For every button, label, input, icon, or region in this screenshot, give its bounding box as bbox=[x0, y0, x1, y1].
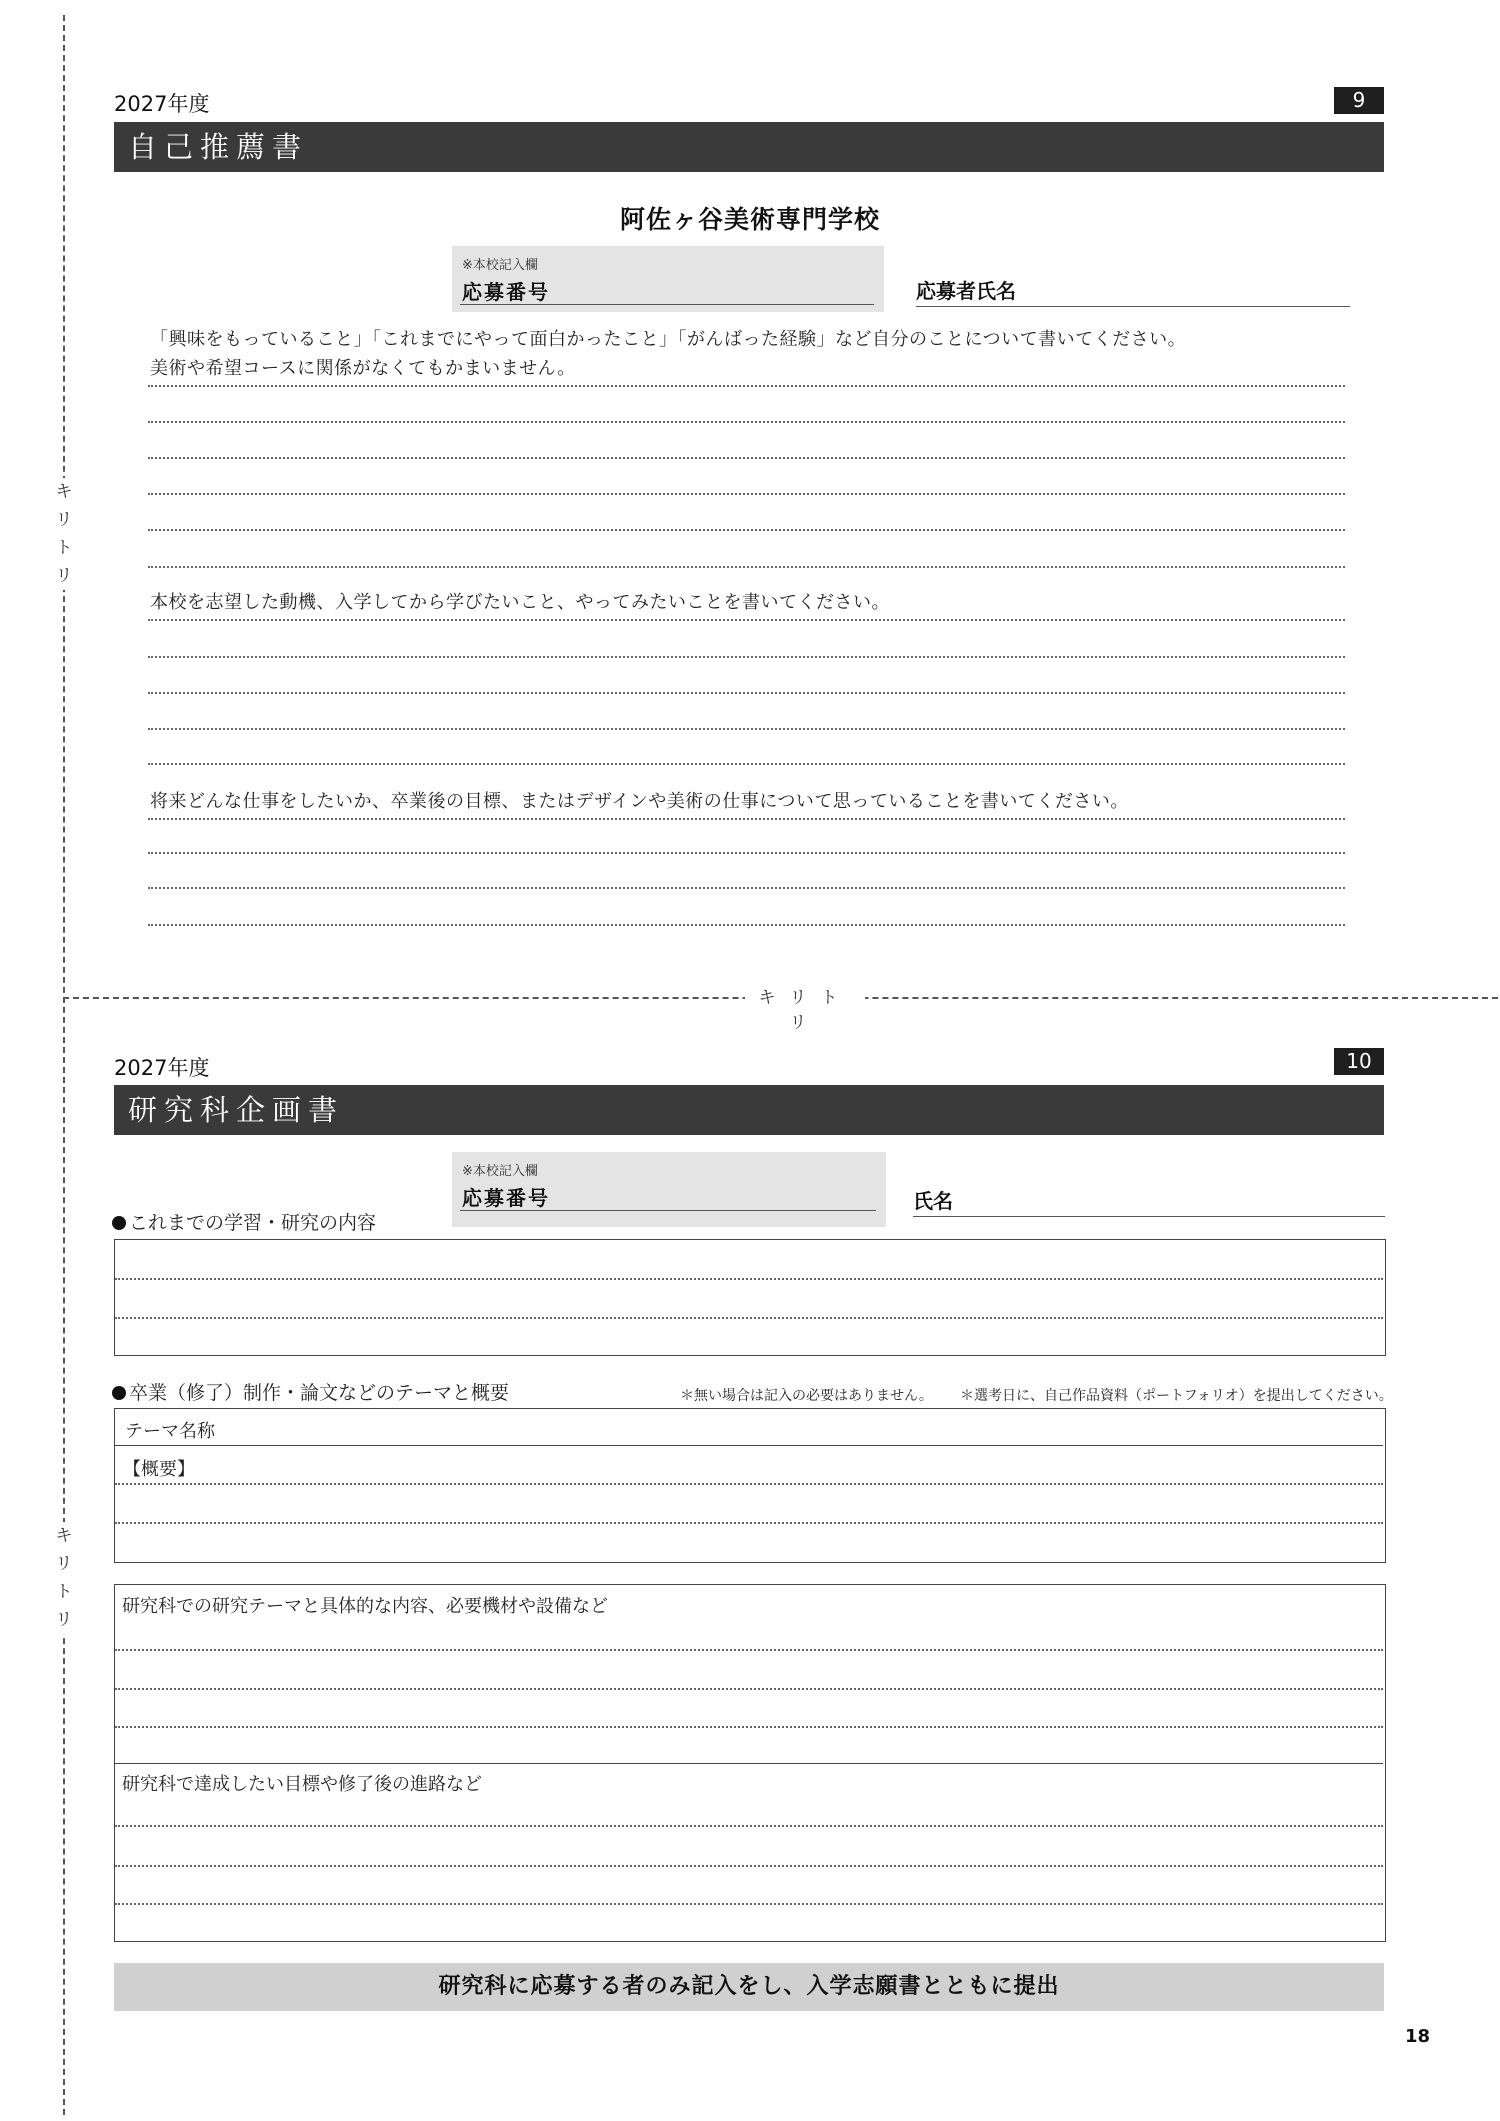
writing-line[interactable] bbox=[115, 1649, 1383, 1651]
form9-title-bar: 自己推薦書 bbox=[114, 122, 1384, 172]
bullet-icon bbox=[112, 1386, 126, 1400]
page-footer-number: 18 bbox=[1405, 2026, 1431, 2047]
section-graduation-work-label: 卒業（修了）制作・論文などのテーマと概要 bbox=[129, 1382, 510, 1404]
cut-char: リ bbox=[55, 1554, 73, 1574]
graduation-work-box[interactable] bbox=[114, 1408, 1386, 1563]
section-graduation-work bbox=[112, 1378, 509, 1405]
research-theme-label: 研究科での研究テーマと具体的な内容、必要機材や設備など bbox=[122, 1596, 608, 1617]
summary-label: 【概要】 bbox=[123, 1459, 195, 1480]
writing-line[interactable] bbox=[148, 457, 1345, 459]
applicant-name-field[interactable] bbox=[916, 306, 1350, 307]
writing-line[interactable] bbox=[115, 1903, 1383, 1905]
writing-line[interactable] bbox=[115, 1688, 1383, 1690]
cut-char: キ bbox=[55, 482, 73, 502]
note-optional: ＊無い場合は記入の必要はありません。 bbox=[680, 1388, 933, 1404]
office-note: ※本校記入欄 bbox=[462, 258, 538, 273]
writing-line[interactable] bbox=[148, 692, 1345, 694]
name-label: 氏名 bbox=[913, 1189, 953, 1213]
name-field[interactable] bbox=[913, 1216, 1385, 1217]
applicant-name-label: 応募者氏名 bbox=[916, 279, 1016, 303]
prompt1-line1: 「興味をもっていること」「これまでにやって面白かったこと」「がんばった経験」など自分のことについて書いてください。 bbox=[150, 329, 1187, 350]
bullet-icon bbox=[112, 1216, 126, 1230]
writing-line[interactable] bbox=[148, 619, 1345, 621]
theme-divider bbox=[115, 1445, 1383, 1446]
writing-line[interactable] bbox=[148, 421, 1345, 423]
cut-char: リ bbox=[55, 510, 73, 530]
writing-line[interactable] bbox=[115, 1483, 1383, 1485]
research-divider bbox=[115, 1763, 1383, 1764]
footer-note-bar: 研究科に応募する者のみ記入をし、入学志願書とともに提出 bbox=[114, 1963, 1384, 2011]
prompt2: 本校を志望した動機、入学してから学びたいこと、やってみたいことを書いてください。 bbox=[150, 592, 890, 613]
cut-char: ト bbox=[55, 538, 73, 558]
writing-line[interactable] bbox=[115, 1825, 1383, 1827]
research-goal-label: 研究科で達成したい目標や修了後の進路など bbox=[122, 1774, 482, 1795]
form10-office-use-box bbox=[452, 1152, 886, 1227]
applicant-number-line bbox=[460, 1210, 876, 1211]
writing-line[interactable] bbox=[148, 818, 1345, 820]
writing-line[interactable] bbox=[148, 385, 1345, 387]
form9-office-use-box bbox=[452, 246, 884, 312]
theme-name-label: テーマ名称 bbox=[125, 1421, 215, 1442]
applicant-number-label: 応募番号 bbox=[462, 1186, 550, 1210]
writing-line[interactable] bbox=[148, 728, 1345, 730]
form10-title-bar: 研究科企画書 bbox=[114, 1085, 1384, 1135]
section-study-history-label: これまでの学習・研究の内容 bbox=[129, 1212, 377, 1234]
writing-line[interactable] bbox=[148, 852, 1345, 854]
note-portfolio: ＊選考日に、自己作品資料（ポートフォリオ）を提出してください。 bbox=[960, 1388, 1393, 1404]
cut-char: キ bbox=[55, 1526, 73, 1546]
writing-line[interactable] bbox=[148, 566, 1345, 568]
writing-line[interactable] bbox=[115, 1865, 1383, 1867]
form9-page-number: 9 bbox=[1334, 87, 1384, 114]
section-study-history bbox=[112, 1208, 376, 1235]
cut-char: リ bbox=[55, 1610, 73, 1630]
writing-line[interactable] bbox=[115, 1278, 1383, 1280]
research-plan-box[interactable] bbox=[114, 1584, 1386, 1942]
prompt3: 将来どんな仕事をしたいか、卒業後の目標、またはデザインや美術の仕事について思っていることを書いてください。 bbox=[150, 791, 1129, 812]
writing-line[interactable] bbox=[148, 887, 1345, 889]
writing-line[interactable] bbox=[148, 493, 1345, 495]
writing-line[interactable] bbox=[148, 529, 1345, 531]
writing-line[interactable] bbox=[115, 1317, 1383, 1319]
writing-line[interactable] bbox=[115, 1726, 1383, 1728]
vertical-cut-line bbox=[63, 15, 65, 2115]
writing-line[interactable] bbox=[148, 924, 1345, 926]
vertical-cut-label-bottom bbox=[52, 1522, 76, 1634]
cut-char: リ bbox=[55, 566, 73, 586]
form9-year: 2027年度 bbox=[114, 92, 210, 116]
vertical-cut-label-top bbox=[52, 478, 76, 590]
study-history-box[interactable] bbox=[114, 1239, 1386, 1356]
school-name: 阿佐ヶ谷美術専門学校 bbox=[619, 205, 880, 234]
form10-year: 2027年度 bbox=[114, 1056, 210, 1080]
writing-line[interactable] bbox=[148, 656, 1345, 658]
writing-line[interactable] bbox=[148, 763, 1345, 765]
cut-char: ト bbox=[55, 1582, 73, 1602]
office-note: ※本校記入欄 bbox=[462, 1164, 538, 1179]
form10-page-number: 10 bbox=[1334, 1048, 1384, 1075]
applicant-number-label: 応募番号 bbox=[462, 280, 550, 304]
prompt1-line2: 美術や希望コースに関係がなくてもかまいません。 bbox=[150, 358, 576, 379]
writing-line[interactable] bbox=[115, 1522, 1383, 1524]
horizontal-cut-label: キリトリ bbox=[745, 983, 865, 1033]
applicant-number-line bbox=[460, 304, 874, 305]
